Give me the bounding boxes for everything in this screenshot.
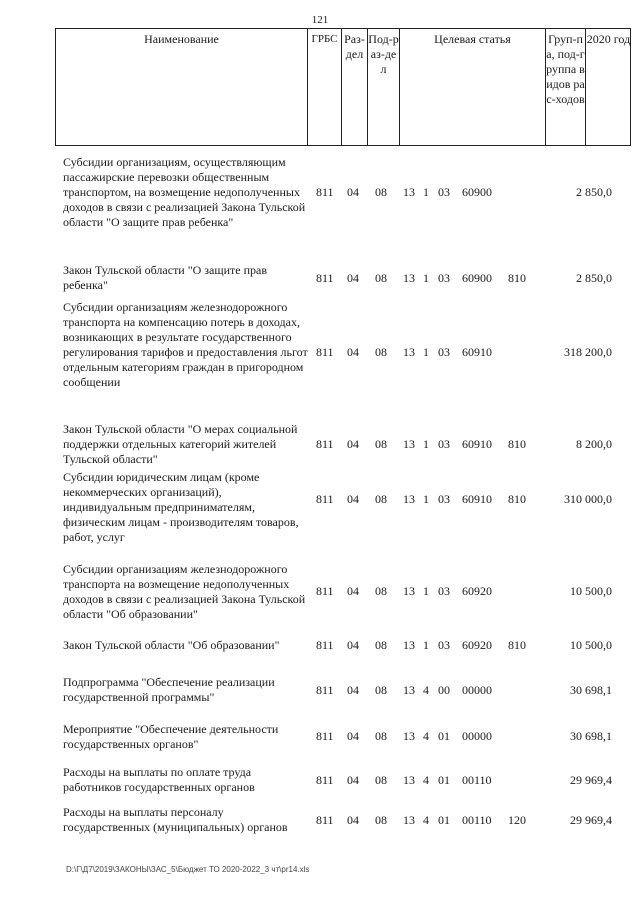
grbs-cell: 811	[316, 345, 334, 359]
target-part-2: 1	[423, 584, 429, 598]
target-part-1: 13	[403, 773, 415, 787]
amount-cell: 30 698,1	[570, 683, 612, 697]
target-part-1: 13	[403, 683, 415, 697]
target-part-2: 1	[423, 345, 429, 359]
podrazdel-cell: 08	[375, 584, 387, 598]
amount-cell: 310 000,0	[564, 492, 612, 506]
target-part-3: 03	[438, 492, 450, 506]
group-cell: 810	[508, 271, 526, 285]
target-part-4: 60900	[462, 185, 492, 199]
target-part-3: 03	[438, 584, 450, 598]
razdel-cell: 04	[347, 492, 359, 506]
razdel-cell: 04	[347, 345, 359, 359]
amount-cell: 8 200,0	[576, 437, 612, 451]
file-path-footer: D:\Г\Д7\2019\ЗАКОНЫ\ЗАС_5\Бюджет ТО 2020-2022_3 чт\pr14.xls	[66, 865, 310, 874]
podrazdel-cell: 08	[375, 729, 387, 743]
row-name: Закон Тульской области "О защите прав ребенка"	[63, 263, 268, 292]
grbs-cell: 811	[316, 638, 334, 652]
podrazdel-cell: 08	[375, 345, 387, 359]
row-name: Мероприятие "Обеспечение деятельности государственных органов"	[63, 722, 279, 751]
header-year: 2020 год	[586, 32, 631, 46]
target-part-1: 13	[403, 638, 415, 652]
group-cell: 810	[508, 437, 526, 451]
podrazdel-cell: 08	[375, 683, 387, 697]
target-part-2: 4	[423, 729, 429, 743]
target-part-4: 00110	[462, 813, 492, 827]
page-number: 121	[311, 14, 329, 26]
podrazdel-cell: 08	[375, 185, 387, 199]
razdel-cell: 04	[347, 271, 359, 285]
grbs-cell: 811	[316, 813, 334, 827]
target-part-1: 13	[403, 584, 415, 598]
razdel-cell: 04	[347, 584, 359, 598]
row-name: Подпрограмма "Обеспечение реализации государственной программы"	[63, 675, 275, 704]
grbs-cell: 811	[316, 271, 334, 285]
group-cell: 810	[508, 638, 526, 652]
target-part-3: 01	[438, 773, 450, 787]
row-name: Закон Тульской области "О мерах социальной поддержки отдельных категорий жителей Тульской области"	[63, 422, 298, 466]
target-part-1: 13	[403, 271, 415, 285]
grbs-cell: 811	[316, 773, 334, 787]
target-part-1: 13	[403, 185, 415, 199]
grbs-cell: 811	[316, 185, 334, 199]
amount-cell: 2 850,0	[576, 271, 612, 285]
row-name: Субсидии организациям железнодорожного транспорта на компенсацию потерь в доходах, возникающих в результате государственного регулирования тарифов и предоставления льгот отдельным категориям граждан в пригородном сообщении	[63, 300, 308, 389]
header-grbs: ГРБС	[308, 29, 342, 145]
podrazdel-cell: 08	[375, 271, 387, 285]
target-part-4: 60920	[462, 584, 492, 598]
row-name: Субсидии организациям железнодорожного транспорта на возмещение недополученных доходов в связи с реализацией Закона Тульской области "Об образовании"	[63, 562, 306, 621]
target-part-4: 60910	[462, 437, 492, 451]
target-part-4: 00110	[462, 773, 492, 787]
target-part-3: 01	[438, 729, 450, 743]
target-part-3: 03	[438, 271, 450, 285]
amount-cell: 29 969,4	[570, 773, 612, 787]
amount-cell: 2 850,0	[576, 185, 612, 199]
target-part-3: 03	[438, 638, 450, 652]
target-part-1: 13	[403, 813, 415, 827]
header-podrazdel: Под-раз-дел	[368, 29, 400, 145]
target-part-4: 60910	[462, 492, 492, 506]
row-name: Расходы на выплаты персоналу государственных (муниципальных) органов	[63, 805, 288, 834]
header-razdel: Раз-дел	[342, 29, 368, 145]
target-part-3: 03	[438, 185, 450, 199]
target-part-3: 03	[438, 345, 450, 359]
row-name: Расходы на выплаты по оплате труда работников государственных органов	[63, 765, 255, 794]
razdel-cell: 04	[347, 773, 359, 787]
podrazdel-cell: 08	[375, 492, 387, 506]
razdel-cell: 04	[347, 813, 359, 827]
target-part-1: 13	[403, 345, 415, 359]
podrazdel-cell: 08	[375, 638, 387, 652]
target-part-3: 01	[438, 813, 450, 827]
row-name: Субсидии организациям, осуществляющим пассажирские перевозки общественным транспортом, на возмещение недополученных доходов в связи с реализацией Закона Тульской области "О защите прав ребенка"	[63, 155, 306, 229]
header-group: Груп-па, под-группа видов рас-ходов	[546, 29, 586, 145]
target-part-2: 4	[423, 813, 429, 827]
grbs-cell: 811	[316, 437, 334, 451]
header-target: Целевая статья	[400, 29, 546, 145]
target-part-4: 60920	[462, 638, 492, 652]
grbs-cell: 811	[316, 683, 334, 697]
amount-cell: 30 698,1	[570, 729, 612, 743]
target-part-2: 1	[423, 271, 429, 285]
target-part-3: 00	[438, 683, 450, 697]
podrazdel-cell: 08	[375, 437, 387, 451]
row-name: Субсидии юридическим лицам (кроме некоммерческих организаций), индивидуальным предпринимателям, физическим лицам - производителям товаров, работ, услуг	[63, 470, 299, 544]
razdel-cell: 04	[347, 437, 359, 451]
row-name: Закон Тульской области "Об образовании"	[63, 638, 280, 652]
amount-cell: 10 500,0	[570, 638, 612, 652]
amount-cell: 10 500,0	[570, 584, 612, 598]
razdel-cell: 04	[347, 683, 359, 697]
amount-cell: 318 200,0	[564, 345, 612, 359]
group-cell: 810	[508, 492, 526, 506]
target-part-2: 1	[423, 492, 429, 506]
razdel-cell: 04	[347, 638, 359, 652]
target-part-4: 00000	[462, 729, 492, 743]
target-part-4: 00000	[462, 683, 492, 697]
target-part-1: 13	[403, 729, 415, 743]
grbs-cell: 811	[316, 584, 334, 598]
podrazdel-cell: 08	[375, 813, 387, 827]
grbs-cell: 811	[316, 729, 334, 743]
podrazdel-cell: 08	[375, 773, 387, 787]
target-part-1: 13	[403, 437, 415, 451]
target-part-2: 4	[423, 773, 429, 787]
header-name: Наименование	[56, 29, 308, 145]
target-part-1: 13	[403, 492, 415, 506]
group-cell: 120	[508, 813, 526, 827]
target-part-3: 03	[438, 437, 450, 451]
razdel-cell: 04	[347, 729, 359, 743]
target-part-4: 60900	[462, 271, 492, 285]
target-part-2: 1	[423, 437, 429, 451]
target-part-2: 4	[423, 683, 429, 697]
grbs-cell: 811	[316, 492, 334, 506]
razdel-cell: 04	[347, 185, 359, 199]
target-part-2: 1	[423, 638, 429, 652]
target-part-2: 1	[423, 185, 429, 199]
target-part-4: 60910	[462, 345, 492, 359]
amount-cell: 29 969,4	[570, 813, 612, 827]
